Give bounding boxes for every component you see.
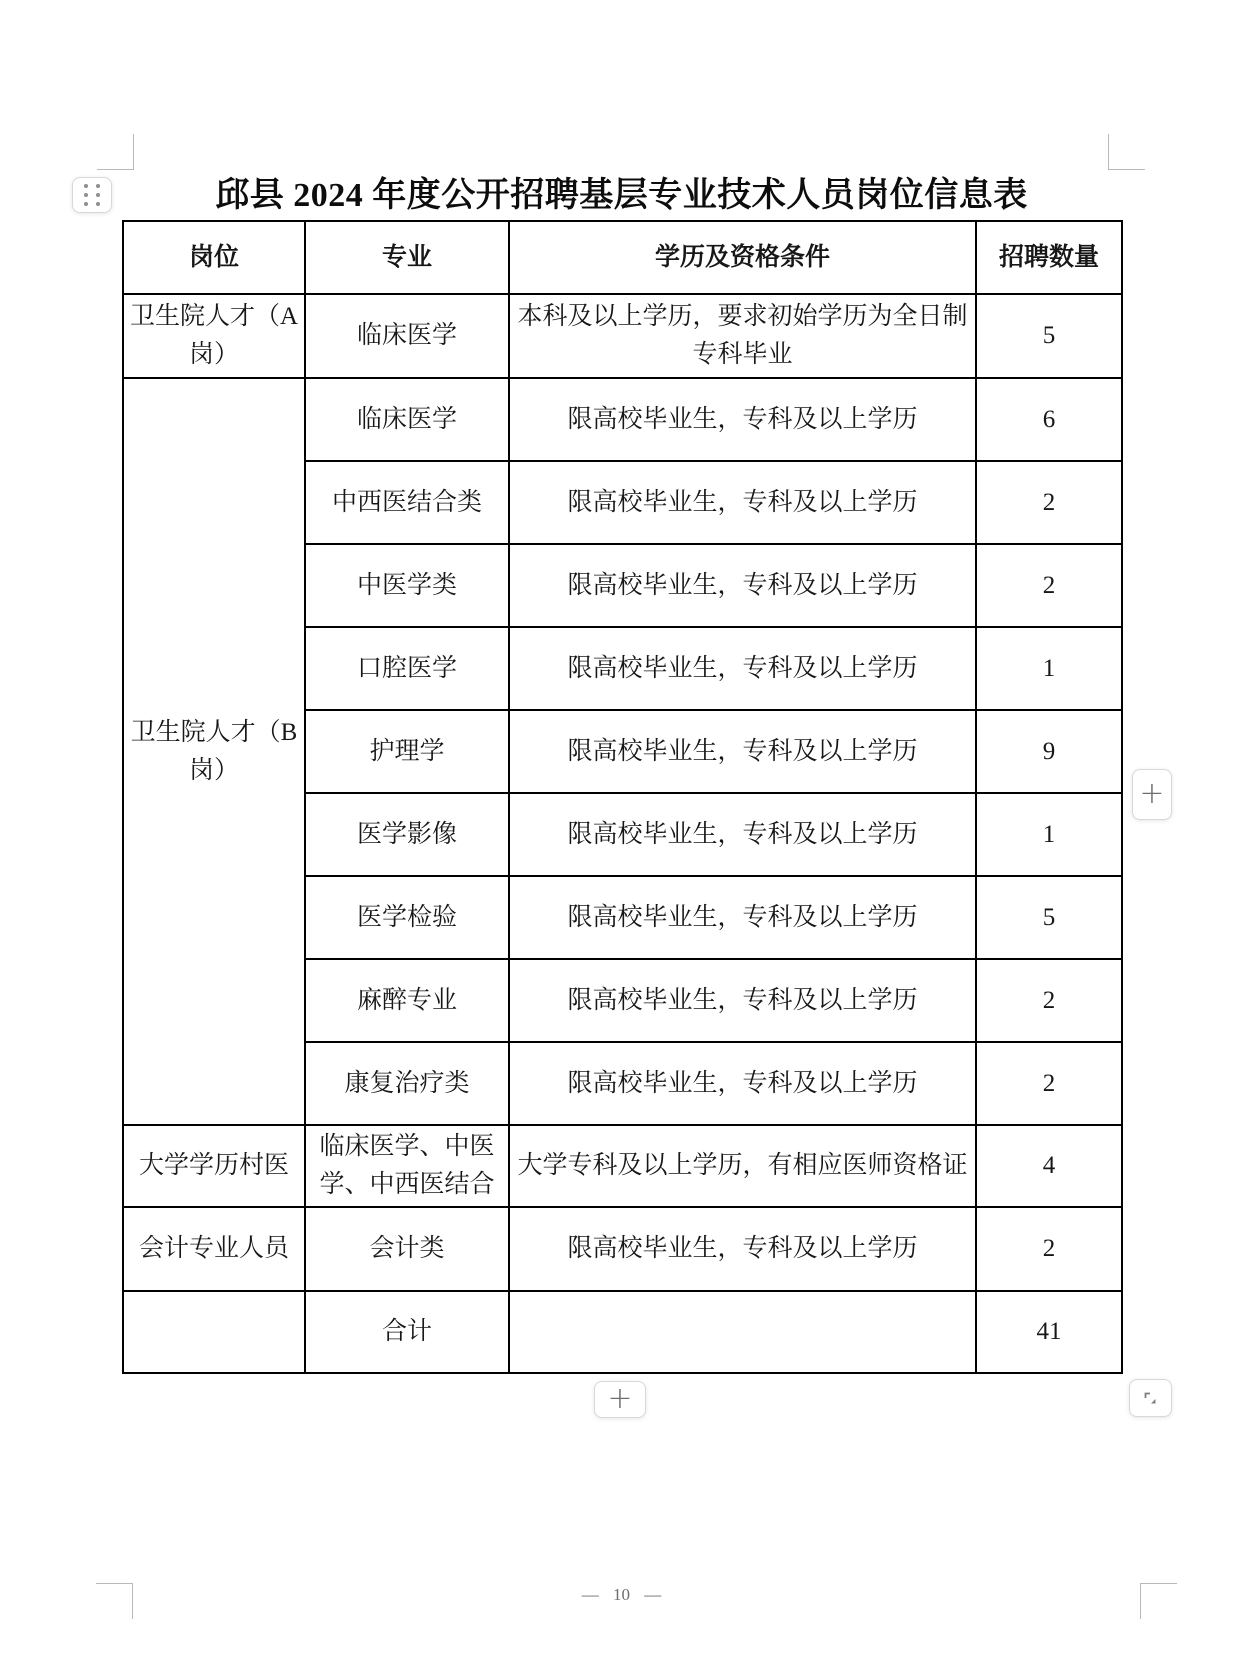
cell-requirement-empty[interactable]	[509, 1291, 976, 1373]
cell-position[interactable]: 卫生院人才（A岗）	[123, 294, 305, 378]
cell-count[interactable]: 2	[976, 1042, 1122, 1125]
cell-major[interactable]: 麻醉专业	[305, 959, 509, 1042]
job-positions-table	[122, 220, 1123, 1374]
cell-major[interactable]: 中西医结合类	[305, 461, 509, 544]
table-row	[123, 1207, 1122, 1291]
cell-total-count[interactable]: 41	[976, 1291, 1122, 1373]
cell-major[interactable]: 医学影像	[305, 793, 509, 876]
cell-requirement[interactable]: 限高校毕业生，专科及以上学历	[509, 1207, 976, 1291]
table-total-row	[123, 1291, 1122, 1373]
column-header-major[interactable]: 专业	[305, 221, 509, 294]
cell-major[interactable]: 临床医学	[305, 294, 509, 378]
cell-major[interactable]: 康复治疗类	[305, 1042, 509, 1125]
drag-handle-icon	[84, 184, 100, 206]
column-header-count[interactable]: 招聘数量	[976, 221, 1122, 294]
text-boundary-corner-mark-top-right	[1108, 134, 1145, 170]
add-column-button[interactable]	[1132, 769, 1172, 820]
expand-icon	[1142, 1390, 1159, 1407]
cell-major[interactable]: 临床医学	[305, 378, 509, 461]
cell-count[interactable]: 9	[976, 710, 1122, 793]
dot	[84, 193, 88, 197]
table-row	[123, 378, 1122, 461]
cell-count[interactable]: 2	[976, 461, 1122, 544]
cell-requirement[interactable]: 限高校毕业生，专科及以上学历	[509, 959, 976, 1042]
cell-count[interactable]: 1	[976, 627, 1122, 710]
cell-requirement[interactable]: 限高校毕业生，专科及以上学历	[509, 627, 976, 710]
cell-count[interactable]: 2	[976, 959, 1122, 1042]
cell-major[interactable]: 医学检验	[305, 876, 509, 959]
cell-requirement[interactable]: 限高校毕业生，专科及以上学历	[509, 710, 976, 793]
document-title[interactable]: 邱县 2024 年度公开招聘基层专业技术人员岗位信息表	[215, 177, 1028, 214]
page-number: — 10 —	[581, 1585, 662, 1604]
cell-count[interactable]: 2	[976, 1207, 1122, 1291]
cell-major[interactable]: 护理学	[305, 710, 509, 793]
cell-count[interactable]: 1	[976, 793, 1122, 876]
expand-table-button[interactable]	[1129, 1379, 1172, 1417]
cell-requirement[interactable]: 本科及以上学历，要求初始学历为全日制专科毕业	[509, 294, 976, 378]
table-header-row	[123, 221, 1122, 294]
cell-requirement[interactable]: 大学专科及以上学历，有相应医师资格证	[509, 1125, 976, 1207]
dot	[96, 193, 100, 197]
dot	[96, 202, 100, 206]
cell-count[interactable]: 5	[976, 876, 1122, 959]
cell-total-label[interactable]: 合计	[305, 1291, 509, 1373]
cell-requirement[interactable]: 限高校毕业生，专科及以上学历	[509, 1042, 976, 1125]
cell-major[interactable]: 中医学类	[305, 544, 509, 627]
cell-count[interactable]: 4	[976, 1125, 1122, 1207]
cell-major[interactable]: 临床医学、中医学、中西医结合	[305, 1125, 509, 1207]
table-row	[123, 1125, 1122, 1207]
dot	[96, 184, 100, 188]
cell-position[interactable]: 大学学历村医	[123, 1125, 305, 1207]
cell-position-empty[interactable]	[123, 1291, 305, 1373]
cell-major[interactable]: 口腔医学	[305, 627, 509, 710]
cell-requirement[interactable]: 限高校毕业生，专科及以上学历	[509, 461, 976, 544]
cell-requirement[interactable]: 限高校毕业生，专科及以上学历	[509, 793, 976, 876]
column-header-position[interactable]: 岗位	[123, 221, 305, 294]
cell-position-group-b[interactable]: 卫生院人才（B岗）	[123, 378, 305, 1125]
cell-requirement[interactable]: 限高校毕业生，专科及以上学历	[509, 544, 976, 627]
cell-count[interactable]: 2	[976, 544, 1122, 627]
table-row	[123, 294, 1122, 378]
table-drag-handle-button[interactable]	[72, 177, 112, 213]
dot	[84, 202, 88, 206]
dot	[84, 184, 88, 188]
cell-position[interactable]: 会计专业人员	[123, 1207, 305, 1291]
column-header-requirement[interactable]: 学历及资格条件	[509, 221, 976, 294]
text-boundary-corner-mark-bottom-right	[1140, 1583, 1177, 1619]
cell-count[interactable]: 6	[976, 378, 1122, 461]
cell-requirement[interactable]: 限高校毕业生，专科及以上学历	[509, 378, 976, 461]
text-boundary-corner-mark-top-left	[97, 134, 134, 170]
cell-requirement[interactable]: 限高校毕业生，专科及以上学历	[509, 876, 976, 959]
add-row-button[interactable]	[594, 1381, 646, 1418]
cell-major[interactable]: 会计类	[305, 1207, 509, 1291]
cell-count[interactable]: 5	[976, 294, 1122, 378]
plus-icon: +	[607, 1380, 633, 1416]
plus-icon: +	[1139, 775, 1165, 811]
